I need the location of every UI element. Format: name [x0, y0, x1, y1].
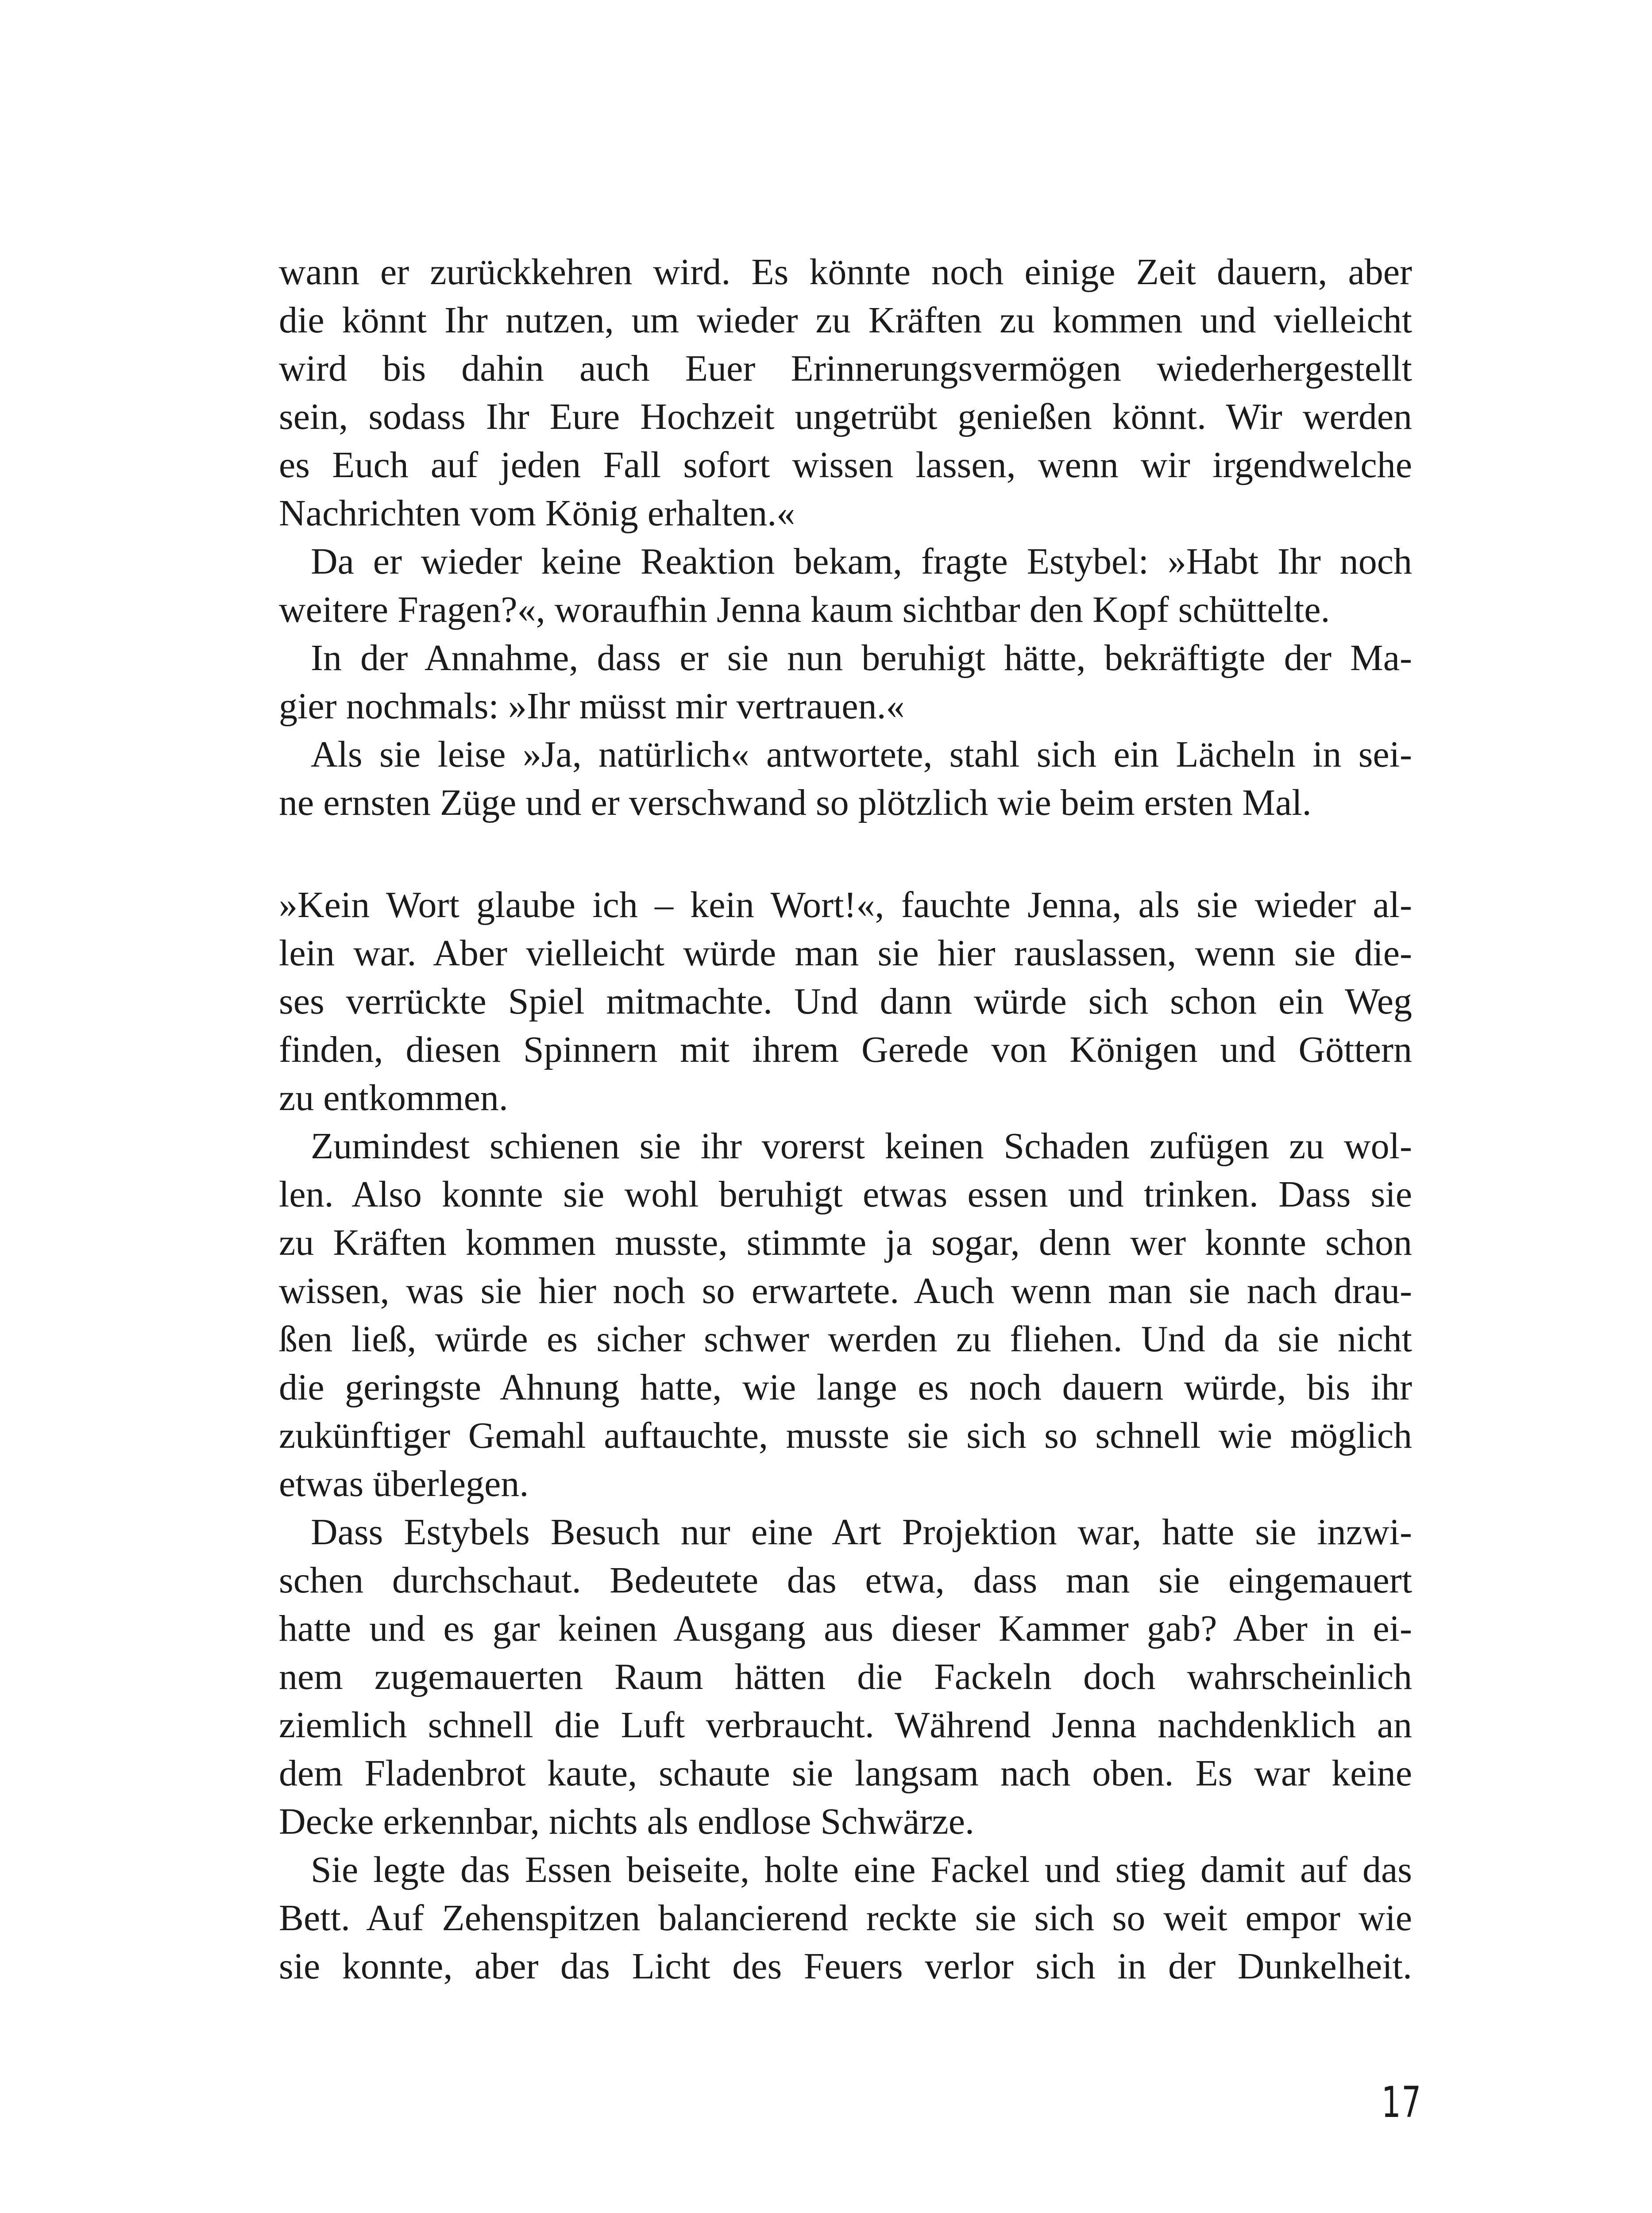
- paragraph: [279, 730, 1412, 827]
- text-line: Dass Estybels Besuch nur eine Art Projektion war, hatte sie inzwi-: [311, 1511, 1412, 1553]
- text-line: zu Kräften kommen musste, stimmte ja sogar, denn wer konnte schon: [279, 1222, 1412, 1263]
- text-line: dem Fladenbrot kaute, schaute sie langsam nach oben. Es war keine: [279, 1753, 1412, 1794]
- text-line: hatte und es gar keinen Ausgang aus dieser Kammer gab? Aber in ei-: [279, 1608, 1412, 1649]
- text-line: Zumindest schienen sie ihr vorerst keinen Schaden zufügen zu wol-: [311, 1126, 1412, 1167]
- text-line: zukünftiger Gemahl auftauchte, musste sie sich so schnell wie möglich: [279, 1415, 1412, 1456]
- page-number: 17: [1381, 2078, 1422, 2127]
- text-line: ne ernsten Züge und er verschwand so plötzlich wie beim ersten Mal.: [279, 782, 1312, 823]
- text-line: »Kein Wort glaube ich – kein Wort!«, fauchte Jenna, als sie wieder al-: [279, 884, 1412, 925]
- text-section-2: [279, 881, 1412, 1990]
- text-line: gier nochmals: »Ihr müsst mir vertrauen.«: [279, 686, 905, 727]
- text-line: schen durchschaut. Bedeutete das etwa, dass man sie eingemauert: [279, 1560, 1412, 1601]
- paragraph: [279, 1122, 1412, 1508]
- text-line: Da er wieder keine Reaktion bekam, fragte Estybel: »Habt Ihr noch: [311, 541, 1412, 582]
- text-line: nem zugemauerten Raum hätten die Fackeln doch wahrscheinlich: [279, 1656, 1412, 1697]
- text-line: zu entkommen.: [279, 1077, 508, 1118]
- paragraph: [279, 634, 1412, 730]
- text-line: etwas überlegen.: [279, 1463, 529, 1504]
- paragraph: [279, 1846, 1412, 1990]
- paragraph: [279, 248, 1412, 537]
- paragraph: [279, 537, 1412, 634]
- text-line: finden, diesen Spinnern mit ihrem Gerede von Königen und Göttern: [279, 1029, 1412, 1070]
- text-line: Decke erkennbar, nichts als endlose Schwärze.: [279, 1801, 974, 1842]
- text-line: len. Also konnte sie wohl beruhigt etwas essen und trinken. Dass sie: [279, 1174, 1412, 1215]
- text-line: wann er zurückkehren wird. Es könnte noch einige Zeit dauern, aber: [279, 251, 1412, 293]
- text-line: sein, sodass Ihr Eure Hochzeit ungetrübt genießen könnt. Wir werden: [279, 396, 1412, 437]
- text-line: ßen ließ, würde es sicher schwer werden zu fliehen. Und da sie nicht: [279, 1319, 1412, 1360]
- text-line: In der Annahme, dass er sie nun beruhigt hätte, bekräftigte der Ma-: [311, 637, 1412, 679]
- text-line: weitere Fragen?«, woraufhin Jenna kaum sichtbar den Kopf schüttelte.: [279, 589, 1330, 630]
- text-line: sie konnte, aber das Licht des Feuers verlor sich in der Dunkelheit.: [279, 1946, 1412, 1987]
- paragraph: [279, 881, 1412, 1122]
- text-section-1: [279, 248, 1412, 827]
- text-line: Als sie leise »Ja, natürlich« antwortete, stahl sich ein Lächeln in sei-: [311, 734, 1412, 775]
- text-line: ziemlich schnell die Luft verbraucht. Während Jenna nachdenklich an: [279, 1704, 1412, 1746]
- text-line: wird bis dahin auch Euer Erinnerungsvermögen wiederhergestellt: [279, 348, 1412, 389]
- text-line: lein war. Aber vielleicht würde man sie hier rauslassen, wenn sie die-: [279, 933, 1412, 974]
- text-line: Bett. Auf Zehenspitzen balancierend reckte sie sich so weit empor wie: [279, 1897, 1412, 1939]
- paragraph: [279, 1508, 1412, 1846]
- text-line: Sie legte das Essen beiseite, holte eine Fackel und stieg damit auf das: [311, 1849, 1412, 1890]
- text-line: die geringste Ahnung hatte, wie lange es noch dauern würde, bis ihr: [279, 1367, 1412, 1408]
- text-line: ses verrückte Spiel mitmachte. Und dann würde sich schon ein Weg: [279, 981, 1412, 1022]
- text-line: Nachrichten vom König erhalten.«: [279, 493, 795, 534]
- text-line: die könnt Ihr nutzen, um wieder zu Kräften zu kommen und vielleicht: [279, 300, 1412, 341]
- text-line: es Euch auf jeden Fall sofort wissen lassen, wenn wir irgendwelche: [279, 444, 1412, 486]
- text-line: wissen, was sie hier noch so erwartete. Auch wenn man sie nach drau-: [279, 1270, 1412, 1311]
